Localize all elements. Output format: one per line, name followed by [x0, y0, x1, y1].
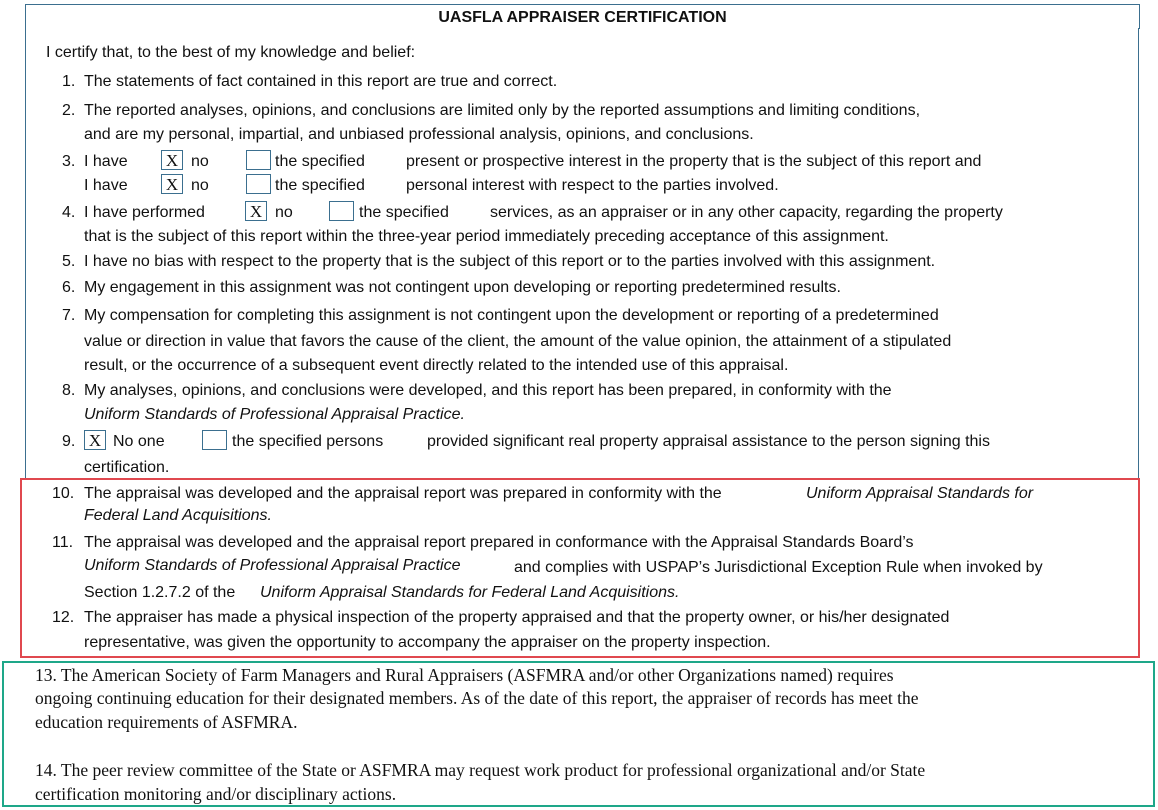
title-box — [25, 4, 1140, 29]
item-9-line-2: certification. — [84, 459, 170, 476]
item-10-line-2: Federal Land Acquisitions. — [84, 507, 272, 524]
item-4-specified-checkbox[interactable] — [329, 201, 354, 221]
frame-left-border — [25, 28, 26, 480]
item-9-no-one-label: No one — [113, 433, 165, 450]
item-3-line-2-rest: personal interest with respect to the parties involved. — [406, 177, 779, 194]
item-7-line-1: My compensation for completing this assignment is not contingent upon the development or reporting of a predetermined — [84, 307, 939, 324]
item-5-number: 5. — [62, 253, 76, 270]
item-12-number: 12. — [52, 609, 75, 626]
frame-right-border — [1138, 28, 1139, 480]
item-4-no-label: no — [275, 204, 293, 221]
item-2-number: 2. — [62, 102, 76, 119]
item-4-have-performed: I have performed — [84, 204, 205, 221]
item-4-specified-label: the specified — [359, 204, 449, 221]
item-9-specified-checkbox[interactable] — [202, 430, 227, 450]
item-7-line-2: value or direction in value that favors the cause of the client, the amount of the value opinion, the attainment of a stipulated — [84, 333, 952, 350]
item-11-number: 11. — [52, 534, 74, 551]
item-9-number: 9. — [62, 433, 76, 450]
item-4-line-1-rest: services, as an appraiser or in any other capacity, regarding the property — [490, 204, 1003, 221]
item-3-number: 3. — [62, 153, 76, 170]
item-1-number: 1. — [62, 73, 76, 90]
item-13-line-1: 13. The American Society of Farm Managers and Rural Appraisers (ASFMRA and/or other Organizations named) requires — [35, 665, 894, 685]
item-3-no-label-2: no — [191, 177, 209, 194]
item-5-text: I have no bias with respect to the property that is the subject of this report or to the parties involved with this assignment. — [84, 253, 936, 270]
item-3-specified-label-1: the specified — [275, 153, 365, 170]
item-3-have-2: I have — [84, 177, 128, 194]
item-12-line-1: The appraiser has made a physical inspection of the property appraised and that the property owner, or his/her designated — [84, 609, 950, 626]
page-title: UASFLA APPRAISER CERTIFICATION — [438, 9, 727, 26]
item-3-line-1-rest: present or prospective interest in the property that is the subject of this report and — [406, 153, 982, 170]
item-9-specified-label: the specified persons — [232, 433, 384, 450]
item-10-line-1b: Uniform Appraisal Standards for — [806, 485, 1034, 502]
item-11-line-1: The appraisal was developed and the appraisal report prepared in conformance with the Appraisal Standards Board’s — [84, 534, 914, 551]
item-3-specified-checkbox-1[interactable] — [246, 150, 271, 170]
item-3-no-label-1: no — [191, 153, 209, 170]
item-4-line-2: that is the subject of this report within the three-year period immediately preceding acceptance of this assignment. — [84, 228, 889, 245]
item-13-line-3: education requirements of ASFMRA. — [35, 712, 298, 732]
intro-text: I certify that, to the best of my knowledge and belief: — [46, 44, 416, 61]
item-3-no-checkbox-1[interactable]: X — [161, 150, 183, 170]
item-3-specified-label-2: the specified — [275, 177, 365, 194]
item-4-number: 4. — [62, 204, 76, 221]
item-10-line-1a: The appraisal was developed and the appraisal report was prepared in conformity with the — [84, 485, 722, 502]
item-11-line-2b: and complies with USPAP’s Jurisdictional Exception Rule when invoked by — [514, 559, 1043, 576]
item-7-line-3: result, or the occurrence of a subsequent event directly related to the intended use of this appraisal. — [84, 357, 789, 374]
item-9-line-1-rest: provided significant real property appraisal assistance to the person signing this — [427, 433, 990, 450]
item-12-line-2: representative, was given the opportunity to accompany the appraiser on the property inspection. — [84, 634, 771, 651]
item-3-no-checkbox-2[interactable]: X — [161, 174, 183, 194]
item-3-have-1: I have — [84, 153, 128, 170]
item-11-line-3b: Uniform Appraisal Standards for Federal Land Acquisitions. — [260, 584, 680, 601]
item-14-line-1: 14. The peer review committee of the State or ASFMRA may request work product for professional organizational and/or State — [35, 760, 926, 780]
item-11-line-3a: Section 1.2.7.2 of the — [84, 584, 236, 601]
item-6-text: My engagement in this assignment was not contingent upon developing or reporting predetermined results. — [84, 279, 841, 296]
item-8-line-1: My analyses, opinions, and conclusions were developed, and this report has been prepared, in conformity with the — [84, 382, 892, 399]
item-8-number: 8. — [62, 382, 76, 399]
item-9-no-one-checkbox[interactable]: X — [84, 430, 106, 450]
item-7-number: 7. — [62, 307, 76, 324]
item-1-text: The statements of fact contained in this report are true and correct. — [84, 73, 558, 90]
item-2-line-1: The reported analyses, opinions, and conclusions are limited only by the reported assumptions and limiting conditions, — [84, 102, 921, 119]
item-8-line-2: Uniform Standards of Professional Appraisal Practice. — [84, 406, 465, 423]
item-11-line-2a: Uniform Standards of Professional Appraisal Practice — [84, 557, 461, 574]
item-3-specified-checkbox-2[interactable] — [246, 174, 271, 194]
item-6-number: 6. — [62, 279, 76, 296]
item-13-line-2: ongoing continuing education for their designated members. As of the date of this report, the appraiser of records has meet the — [35, 688, 919, 708]
item-14-line-2: certification monitoring and/or disciplinary actions. — [35, 784, 397, 804]
item-10-number: 10. — [52, 485, 75, 502]
item-2-line-2: and are my personal, impartial, and unbiased professional analysis, opinions, and conclusions. — [84, 126, 754, 143]
item-4-no-checkbox[interactable]: X — [245, 201, 267, 221]
